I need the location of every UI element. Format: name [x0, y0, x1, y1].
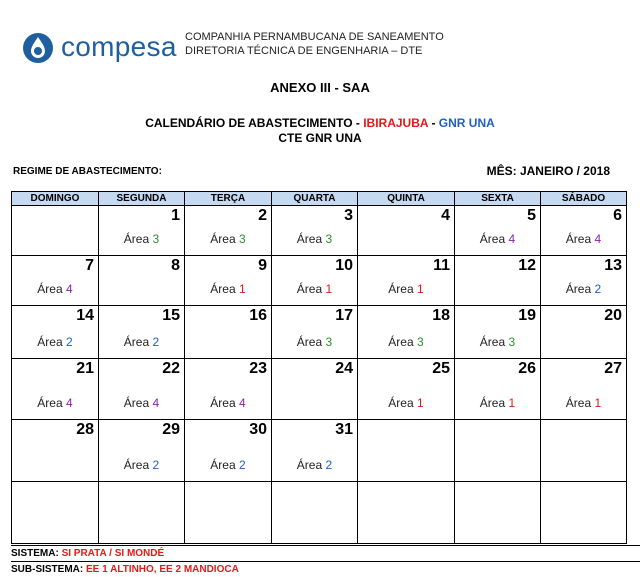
footer [11, 545, 640, 577]
area-word: Área [210, 232, 236, 246]
day-number: 18 [432, 307, 450, 324]
area-label [272, 458, 357, 472]
area-label [12, 282, 98, 296]
area-label [358, 335, 454, 349]
area-word: Área [37, 282, 63, 296]
area-word: Área [210, 396, 236, 410]
calendar-day-cell [185, 206, 272, 256]
area-word: Área [479, 335, 506, 349]
area-label [185, 396, 271, 410]
area-label [358, 396, 454, 410]
calendar-title-unit: GNR UNA [438, 116, 495, 130]
area-number: 2 [325, 458, 333, 472]
sistema-line [11, 545, 640, 561]
header [20, 26, 620, 70]
calendar-day-cell [272, 359, 358, 420]
calendar-day-cell [99, 420, 185, 482]
area-label [541, 232, 626, 246]
area-number: 3 [508, 335, 516, 349]
calendar-day-cell [99, 482, 185, 544]
calendar-day-cell [541, 206, 627, 256]
day-number: 7 [85, 257, 94, 274]
day-number: 6 [613, 207, 622, 224]
calendar-day-cell [12, 306, 99, 359]
day-number: 14 [76, 307, 94, 324]
area-word: Área [123, 232, 150, 246]
day-number: 8 [171, 257, 180, 274]
weekday-header: DOMINGO [12, 192, 99, 206]
calendar-day-cell [455, 420, 541, 482]
day-number: 21 [76, 360, 94, 377]
area-word: Área [388, 396, 414, 410]
calendar-day-cell [12, 420, 99, 482]
area-number: 4 [239, 396, 246, 410]
area-number: 2 [239, 458, 246, 472]
calendar-day-cell [99, 359, 185, 420]
calendar-day-cell [541, 359, 627, 420]
area-label [541, 396, 626, 410]
area-word: Área [210, 282, 236, 296]
calendar-day-cell [358, 306, 455, 359]
area-word: Área [565, 232, 592, 246]
day-number: 15 [162, 307, 180, 324]
calendar-title-prefix: CALENDÁRIO DE ABASTECIMENTO - [145, 116, 360, 130]
area-number: 3 [325, 335, 333, 349]
calendar-day-cell [12, 359, 99, 420]
calendar-week-row [12, 306, 627, 359]
area-number: 1 [508, 396, 516, 410]
area-number: 3 [152, 232, 160, 246]
area-label [455, 396, 540, 410]
calendar-week-row [12, 482, 627, 544]
calendar-day-cell [272, 206, 358, 256]
calendar-day-cell [99, 206, 185, 256]
area-word: Área [479, 232, 506, 246]
calendar-day-cell [185, 306, 272, 359]
calendar-day-cell [541, 482, 627, 544]
day-number: 23 [249, 360, 267, 377]
area-word: Área [388, 335, 414, 349]
area-number: 1 [239, 282, 246, 296]
calendar-day-cell [272, 256, 358, 306]
area-label [99, 335, 184, 349]
calendar-day-cell [455, 256, 541, 306]
area-number: 2 [66, 335, 73, 349]
area-number: 3 [325, 232, 333, 246]
calendar-day-cell [358, 482, 455, 544]
subsistema-value: EE 1 ALTINHO, EE 2 MANDIOCA [86, 564, 239, 575]
calendar-week-row [12, 359, 627, 420]
logo-text: compesa [61, 31, 177, 62]
calendar-day-cell [455, 306, 541, 359]
calendar-day-cell [455, 359, 541, 420]
calendar-day-cell [541, 420, 627, 482]
area-number: 4 [66, 396, 73, 410]
area-number: 2 [152, 335, 160, 349]
area-number: 1 [417, 396, 424, 410]
day-number: 11 [433, 257, 450, 274]
day-number: 24 [335, 360, 353, 377]
day-number: 13 [604, 257, 622, 274]
day-number: 5 [527, 207, 536, 224]
area-word: Área [296, 232, 323, 246]
day-number: 31 [335, 421, 353, 438]
area-number: 4 [508, 232, 516, 246]
area-number: 4 [66, 282, 73, 296]
area-label [455, 335, 540, 349]
day-number: 3 [344, 207, 353, 224]
calendar-day-cell [358, 206, 455, 256]
calendar-table [11, 191, 627, 544]
area-number: 1 [594, 396, 602, 410]
area-label [99, 396, 184, 410]
day-number: 2 [258, 207, 267, 224]
day-number: 28 [76, 421, 94, 438]
calendar-day-cell [185, 359, 272, 420]
day-number: 22 [162, 360, 180, 377]
day-number: 25 [432, 360, 450, 377]
day-number: 30 [249, 421, 267, 438]
calendar-week-row [12, 420, 627, 482]
day-number: 26 [518, 360, 536, 377]
subsistema-line [11, 561, 640, 577]
day-number: 19 [518, 307, 536, 324]
sistema-label: SISTEMA: [11, 548, 59, 559]
area-label [99, 232, 184, 246]
area-word: Área [565, 282, 592, 296]
area-label [12, 335, 98, 349]
company-department: DIRETORIA TÉCNICA DE ENGENHARIA – DTE [185, 45, 423, 57]
area-word: Área [296, 282, 323, 296]
area-label [541, 282, 626, 296]
area-number: 4 [594, 232, 602, 246]
weekday-header: QUARTA [272, 192, 358, 206]
area-word: Área [123, 335, 150, 349]
weekday-header: SEXTA [455, 192, 541, 206]
month-label: MÊS: JANEIRO / 2018 [486, 164, 610, 178]
day-number: 20 [604, 307, 622, 324]
area-word: Área [37, 396, 63, 410]
calendar-day-cell [99, 256, 185, 306]
sistema-value: SI PRATA / SI MONDÉ [61, 548, 165, 559]
calendar-title [0, 116, 640, 130]
company-name: COMPANHIA PERNAMBUCANA DE SANEAMENTO [185, 31, 444, 43]
weekday-header-row [12, 192, 627, 206]
calendar-day-cell [272, 482, 358, 544]
weekday-header: SEGUNDA [99, 192, 185, 206]
area-number: 2 [152, 458, 160, 472]
area-word: Área [565, 396, 592, 410]
calendar-week-row [12, 256, 627, 306]
calendar-day-cell [12, 482, 99, 544]
calendar-title-place: IBIRAJUBA [363, 116, 429, 130]
water-drop-icon [20, 30, 56, 66]
area-label [185, 232, 271, 246]
day-number: 1 [171, 207, 180, 224]
calendar-day-cell [272, 420, 358, 482]
area-number: 1 [325, 282, 333, 296]
calendar-day-cell [12, 256, 99, 306]
calendar-day-cell [358, 420, 455, 482]
area-number: 1 [417, 282, 424, 296]
area-word: Área [388, 282, 414, 296]
area-label [185, 282, 271, 296]
area-word: Área [123, 458, 150, 472]
weekday-header: QUINTA [358, 192, 455, 206]
compesa-logo [20, 30, 180, 66]
area-number: 3 [417, 335, 424, 349]
area-label [185, 458, 271, 472]
calendar-day-cell [185, 420, 272, 482]
regime-label: REGIME DE ABASTECIMENTO: [13, 166, 162, 177]
day-number: 29 [162, 421, 180, 438]
day-number: 4 [441, 207, 450, 224]
calendar-day-cell [358, 256, 455, 306]
area-label [455, 232, 540, 246]
area-word: Área [37, 335, 63, 349]
area-label [12, 396, 98, 410]
area-number: 2 [594, 282, 602, 296]
area-label [99, 458, 184, 472]
calendar-day-cell [185, 482, 272, 544]
area-number: 3 [239, 232, 246, 246]
area-label [272, 282, 357, 296]
calendar-day-cell [272, 306, 358, 359]
subsistema-label: SUB-SISTEMA: [11, 564, 84, 575]
calendar-day-cell [185, 256, 272, 306]
area-word: Área [479, 396, 506, 410]
day-number: 9 [258, 257, 267, 274]
day-number: 17 [335, 307, 353, 324]
area-word: Área [123, 396, 150, 410]
calendar-day-cell [541, 306, 627, 359]
area-label [272, 232, 357, 246]
calendar-day-cell [358, 359, 455, 420]
calendar-day-cell [455, 206, 541, 256]
area-label [358, 282, 454, 296]
calendar-title-sep: - [431, 116, 436, 130]
area-word: Área [210, 458, 236, 472]
annex-title: ANEXO III - SAA [270, 80, 370, 95]
day-number: 27 [604, 360, 622, 377]
day-number: 16 [249, 307, 267, 324]
area-word: Área [296, 335, 323, 349]
area-number: 4 [152, 396, 160, 410]
company-info [185, 30, 444, 58]
day-number: 10 [335, 257, 353, 274]
weekday-header: TERÇA [185, 192, 272, 206]
day-number: 12 [518, 257, 536, 274]
calendar-day-cell [99, 306, 185, 359]
area-label [272, 335, 357, 349]
calendar-day-cell [12, 206, 99, 256]
weekday-header: SÁBADO [541, 192, 627, 206]
calendar-day-cell [541, 256, 627, 306]
calendar-subtitle: CTE GNR UNA [278, 131, 362, 145]
calendar-day-cell [455, 482, 541, 544]
area-word: Área [296, 458, 323, 472]
calendar-week-row [12, 206, 627, 256]
